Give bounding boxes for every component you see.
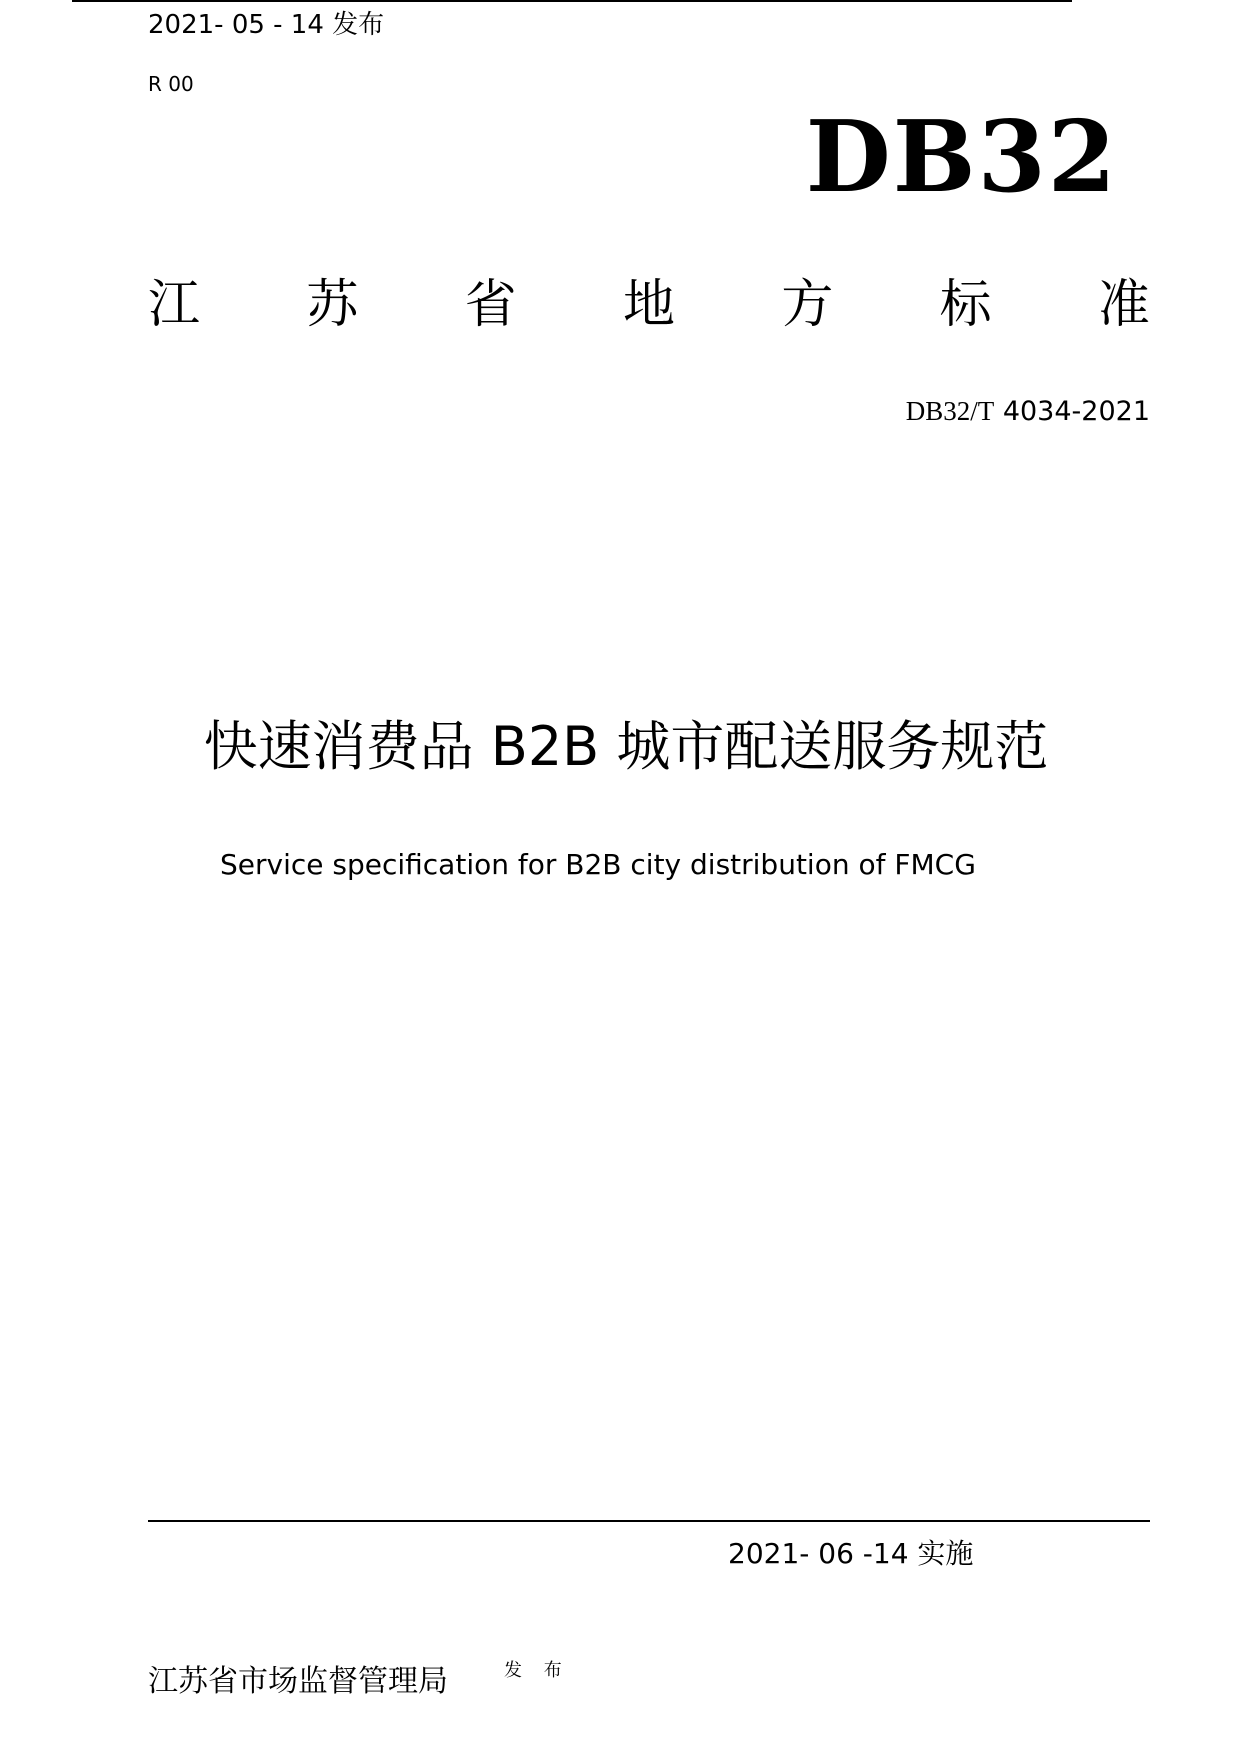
standard-type-char: 江 bbox=[148, 275, 201, 335]
standard-number bbox=[906, 396, 1150, 427]
standard-number-value: 4034-2021 bbox=[1002, 396, 1150, 427]
implementation-date: 2021- 06 -14 实施 bbox=[728, 1537, 974, 1570]
standard-type-char: 苏 bbox=[306, 275, 359, 335]
standard-type-char: 省 bbox=[464, 275, 517, 335]
document-title-english: Service specification for B2B city distribution of FMCG bbox=[220, 848, 976, 881]
standard-type-char: 方 bbox=[781, 275, 834, 335]
revision-code: R 00 bbox=[148, 72, 194, 96]
document-title-chinese: 快速消费品 B2B 城市配送服务规范 bbox=[203, 715, 1049, 778]
standard-mark: DB32 bbox=[805, 100, 1118, 215]
release-date: 2021- 05 - 14 发布 bbox=[148, 10, 385, 40]
publish-label: 发 布 bbox=[504, 1660, 570, 1681]
bottom-rule bbox=[148, 1520, 1150, 1522]
standard-type-char: 准 bbox=[1097, 275, 1150, 335]
standard-number-prefix: DB32/T bbox=[905, 396, 995, 426]
top-rule bbox=[72, 0, 1072, 2]
publisher-name: 江苏省市场监督管理局 bbox=[148, 1664, 448, 1699]
standard-type-heading bbox=[148, 262, 1150, 337]
standard-type-char: 标 bbox=[939, 275, 992, 335]
standard-type-char: 地 bbox=[622, 275, 675, 335]
